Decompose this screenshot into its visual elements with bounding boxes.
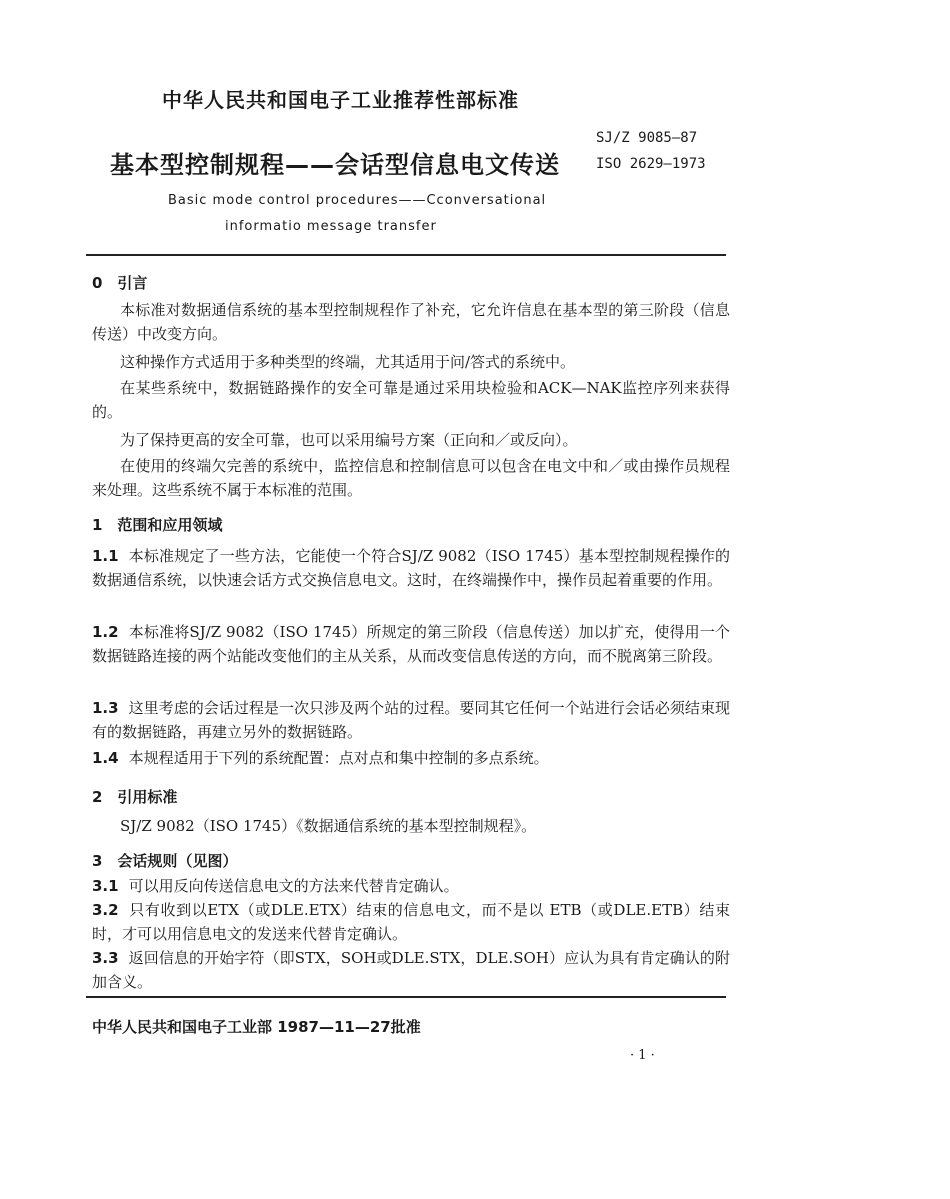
- clause-number: 3.3: [92, 949, 119, 967]
- clause-3-1: [92, 874, 730, 898]
- clause-number: 1.2: [92, 623, 119, 641]
- clause-text: 返回信息的开始字符（即STX，SOH或DLE.STX，DLE.SOH）应认为具有肯定确认的附加含义。: [92, 949, 730, 991]
- section-0-paragraph-3: 在某些系统中，数据链路操作的安全可靠是通过采用块检验和ACK—NAK监控序列来获得的。: [92, 379, 730, 421]
- clause-3-3: [92, 946, 730, 994]
- clause-number: 1.1: [92, 547, 119, 565]
- section-0-paragraph-4: 为了保持更高的安全可靠，也可以采用编号方案（正向和／或反向）。: [120, 431, 578, 449]
- section-0-heading: 0 引言: [92, 274, 148, 292]
- section-0-paragraph-1: 本标准对数据通信系统的基本型控制规程作了补充，它允许信息在基本型的第三阶段（信息传送）中改变方向。: [92, 301, 730, 343]
- section-1-heading: 1 范围和应用领域: [92, 516, 223, 534]
- clause-1-1: [92, 544, 730, 592]
- clause-text: 本标准规定了一些方法，它能使一个符合SJ/Z 9082（ISO 1745）基本型控制规程操作的数据通信系统，以快速会话方式交换信息电文。这时，在终端操作中，操作员起着重要的作用。: [92, 547, 730, 589]
- footer-divider: [86, 996, 726, 998]
- clause-number: 1.4: [92, 749, 119, 767]
- section-2-reference: SJ/Z 9082（ISO 1745）《数据通信系统的基本型控制规程》。: [120, 817, 537, 835]
- section-2-heading: 2 引用标准: [92, 788, 178, 806]
- header-divider: [86, 254, 726, 256]
- document-title-english-line2: informatio message transfer: [225, 219, 437, 234]
- standard-organization: 中华人民共和国电子工业推荐性部标准: [162, 88, 519, 112]
- section-3-heading: 3 会话规则（见图）: [92, 852, 238, 870]
- clause-number: 3.1: [92, 877, 119, 895]
- clause-3-2: [92, 898, 730, 946]
- section-0-paragraph-2: 这种操作方式适用于多种类型的终端，尤其适用于问/答式的系统中。: [120, 353, 576, 371]
- clause-1-3: [92, 696, 730, 744]
- iso-code: ISO 2629—1973: [596, 156, 706, 172]
- clause-1-2: [92, 620, 730, 668]
- clause-1-4: [92, 746, 730, 770]
- clause-text: 这里考虑的会话过程是一次只涉及两个站的过程。要同其它任何一个站进行会话必须结束现有的数据链路，再建立另外的数据链路。: [92, 699, 730, 741]
- clause-text: 本标准将SJ/Z 9082（ISO 1745）所规定的第三阶段（信息传送）加以扩充，使得用一个数据链路连接的两个站能改变他们的主从关系，从而改变信息传送的方向，而不脱离第三阶段。: [92, 623, 730, 665]
- clause-number: 1.3: [92, 699, 119, 717]
- clause-text: 只有收到以ETX（或DLE.ETX）结束的信息电文，而不是以 ETB（或DLE.ETB）结束时，才可以用信息电文的发送来代替肯定确认。: [92, 901, 730, 943]
- clause-text: 可以用反向传送信息电文的方法来代替肯定确认。: [128, 877, 459, 895]
- section-0-paragraph-5: 在使用的终端欠完善的系统中，监控信息和控制信息可以包含在电文中和／或由操作员规程来处理。这些系统不属于本标准的范围。: [92, 457, 730, 499]
- document-title-chinese: 基本型控制规程——会话型信息电文传送: [110, 151, 560, 179]
- standard-code: SJ/Z 9085—87: [596, 130, 698, 146]
- clause-text: 本规程适用于下列的系统配置：点对点和集中控制的多点系统。: [128, 749, 549, 767]
- approval-line: 中华人民共和国电子工业部 1987—11—27批准: [92, 1018, 421, 1036]
- document-title-english-line1: Basic mode control procedures——Cconversational: [168, 193, 547, 208]
- clause-number: 3.2: [92, 901, 119, 919]
- page-number: · 1 ·: [630, 1048, 655, 1063]
